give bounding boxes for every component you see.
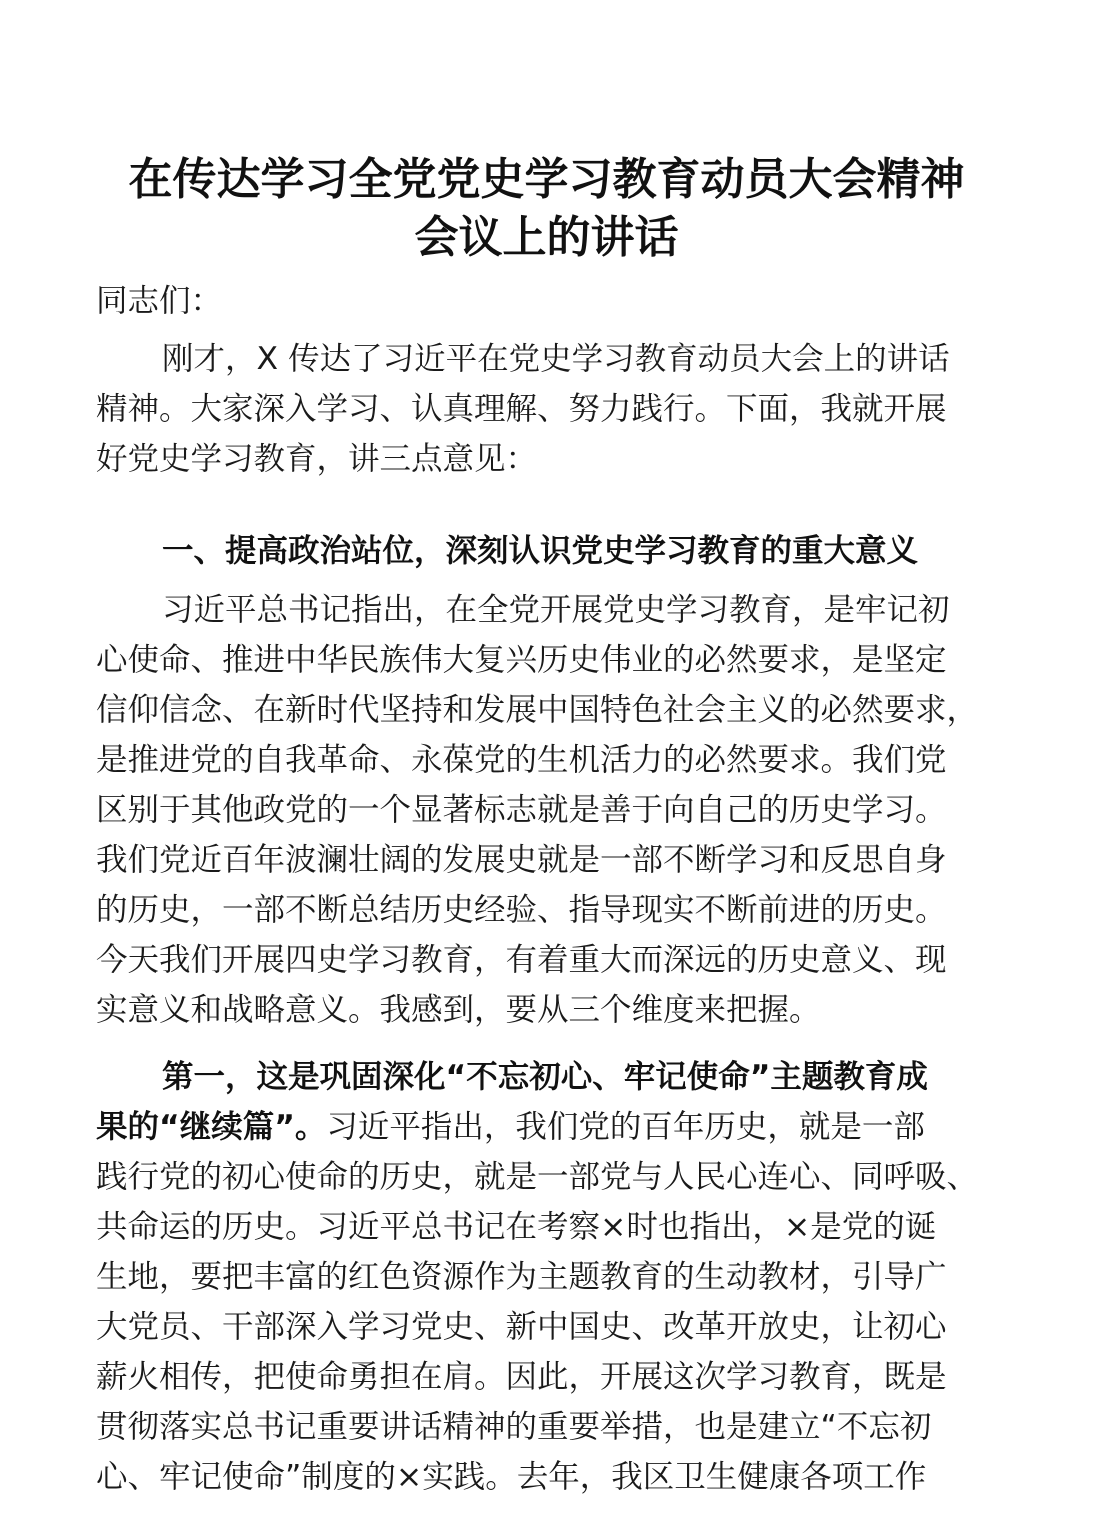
paragraph-line: 区别于其他政党的一个显著标志就是善于向自己的历史学习。: [96, 792, 947, 828]
paragraph-line: [96, 1102, 1036, 1152]
paragraph-bold-lead-end: 果的“继续篇”。: [96, 1109, 327, 1145]
paragraph-line: 精神。大家深入学习、认真理解、努力践行。下面，我就开展: [96, 391, 947, 427]
paragraph-line: 心、牢记使命”制度的×实践。去年，我区卫生健康各项工作: [96, 1459, 927, 1495]
paragraph-first-point: [96, 1052, 1036, 1502]
paragraph-line: 习近平总书记指出，在全党开展党史学习教育，是牢记初: [162, 592, 950, 628]
paragraph-line-rest: 习近平指出，我们党的百年历史，就是一部: [326, 1109, 925, 1145]
paragraph-line: 是推进党的自我革命、永葆党的生机活力的必然要求。我们党: [96, 742, 947, 778]
paragraph-line: 的历史，一部不断总结历史经验、指导现实不断前进的历史。: [96, 892, 947, 928]
document-title-line-1: 在传达学习全党党史学习教育动员大会精神: [128, 154, 965, 205]
document-title-line-2: 会议上的讲话: [414, 212, 679, 263]
paragraph-line: 大党员、干部深入学习党史、新中国史、改革开放史，让初心: [96, 1309, 947, 1345]
paragraph-line: 践行党的初心使命的历史，就是一部党与人民心连心、同呼吸、: [96, 1159, 979, 1195]
section-heading-text: 一、提高政治站位，深刻认识党史学习教育的重大意义: [162, 533, 919, 569]
paragraph-bold-lead: 第一，这是巩固深化“不忘初心、牢记使命”主题教育成: [162, 1059, 928, 1095]
paragraph-line: 实意义和战略意义。我感到，要从三个维度来把握。: [96, 992, 821, 1028]
section-heading-1: [96, 526, 1036, 576]
paragraph-line: 共命运的历史。习近平总书记在考察×时也指出，×是党的诞: [96, 1209, 937, 1245]
paragraph-line: 薪火相传，把使命勇担在肩。因此，开展这次学习教育，既是: [96, 1359, 947, 1395]
paragraph-intro: [96, 334, 1036, 484]
paragraph-line: 我们党近百年波澜壮阔的发展史就是一部不断学习和反思自身: [96, 842, 947, 878]
paragraph-significance: [96, 585, 1036, 1035]
greeting-text: 同志们：: [96, 283, 223, 319]
paragraph-line: 贯彻落实总书记重要讲话精神的重要举措，也是建立“不忘初: [96, 1409, 932, 1445]
paragraph-line: 刚才，X 传达了习近平在党史学习教育动员大会上的讲话: [162, 341, 950, 377]
paragraph-line: 生地，要把丰富的红色资源作为主题教育的生动教材，引导广: [96, 1259, 947, 1295]
paragraph-line: 信仰信念、在新时代坚持和发展中国特色社会主义的必然要求，: [96, 692, 979, 728]
paragraph-line: 好党史学习教育，讲三点意见：: [96, 441, 538, 477]
paragraph-line: 今天我们开展四史学习教育，有着重大而深远的历史意义、现: [96, 942, 947, 978]
paragraph-line: 心使命、推进中华民族伟大复兴历史伟业的必然要求，是坚定: [96, 642, 947, 678]
greeting: [96, 276, 1036, 326]
